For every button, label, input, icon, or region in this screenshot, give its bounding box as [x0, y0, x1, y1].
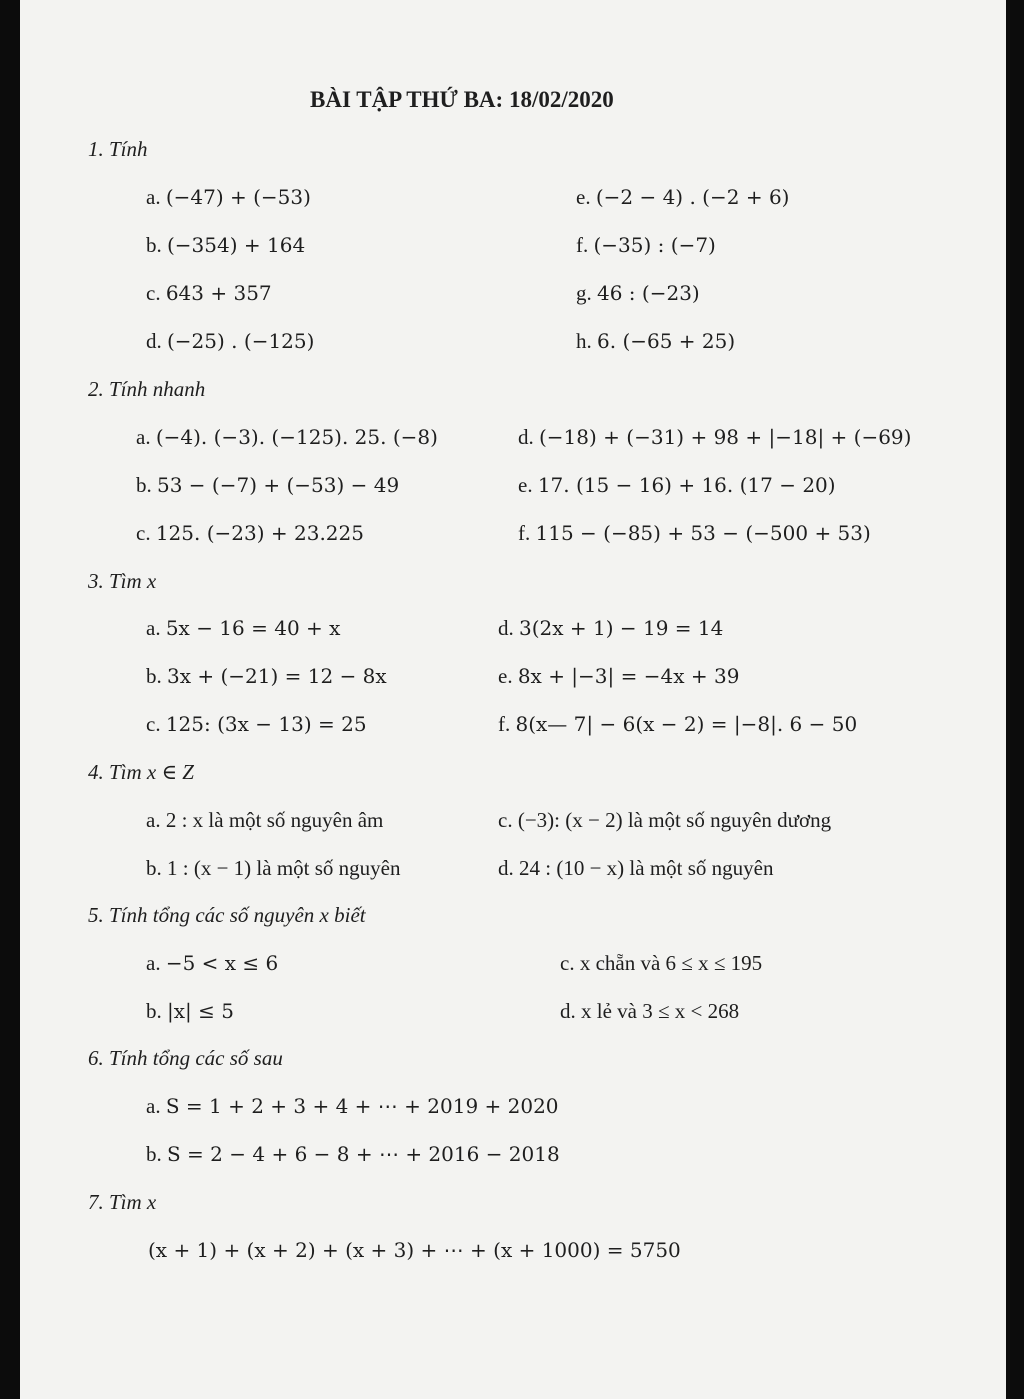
item-label: c. [146, 281, 161, 305]
item-label: a. [146, 616, 161, 640]
item-label: d. [560, 999, 576, 1023]
item-label: d. [498, 856, 514, 880]
item-expression: 53 − (−7) + (−53) − 49 [157, 473, 400, 497]
item-label: b. [146, 664, 162, 688]
page-title: BÀI TẬP THỨ BA: 18/02/2020 [310, 87, 614, 112]
section-4-heading: 4. Tìm x ∈ Z [88, 760, 194, 784]
item-expression: 1 : (x − 1) là một số nguyên [167, 856, 401, 880]
item-expression: 125: (3x − 13) = 25 [165, 712, 367, 736]
exercise-item [146, 855, 400, 881]
item-expression: 115 − (−85) + 53 − (−500 + 53) [535, 521, 871, 545]
exercise-item [146, 1093, 559, 1119]
item-expression: (−354) + 164 [167, 233, 306, 257]
exercise-item [146, 663, 387, 689]
item-expression: (−4). (−3). (−125). 25. (−8) [155, 425, 438, 449]
worksheet-page [20, 0, 1006, 1399]
exercise-item [146, 184, 311, 210]
item-expression: 6. (−65 + 25) [597, 329, 736, 353]
item-label: b. [146, 1142, 162, 1166]
exercise-item [498, 663, 739, 689]
exercise-item [136, 424, 438, 450]
section-6-heading: 6. Tính tổng các số sau [88, 1046, 283, 1070]
exercise-item [498, 615, 723, 641]
item-expression: S = 2 − 4 + 6 − 8 + ⋯ + 2016 − 2018 [167, 1142, 560, 1166]
item-expression: 643 + 357 [165, 281, 272, 305]
exercise-item [576, 184, 789, 210]
exercise-item [136, 472, 399, 498]
item-label: b. [136, 473, 152, 497]
item-label: c. [560, 951, 575, 975]
item-expression: 17. (15 − 16) + 16. (17 − 20) [537, 473, 836, 497]
item-expression: (−25) . (−125) [167, 329, 315, 353]
item-label: f. [498, 712, 511, 736]
exercise-item [576, 328, 735, 354]
item-expression: (x + 1) + (x + 2) + (x + 3) + ⋯ + (x + 1000) = 5750 [148, 1238, 681, 1262]
item-expression: 125. (−23) + 23.225 [155, 521, 364, 545]
exercise-item [146, 280, 272, 306]
item-expression: (−18) + (−31) + 98 + |−18| + (−69) [539, 425, 912, 449]
item-expression: |x| ≤ 5 [167, 999, 234, 1023]
exercise-item [146, 328, 314, 354]
exercise-item [518, 472, 836, 498]
exercise-item [146, 807, 383, 833]
item-label: c. [498, 808, 513, 832]
exercise-item [498, 855, 773, 881]
item-label: a. [146, 185, 161, 209]
item-label: a. [146, 1094, 161, 1118]
item-expression: −5 < x ≤ 6 [165, 951, 279, 975]
exercise-item [498, 807, 831, 833]
item-label: e. [518, 473, 533, 497]
item-expression: 3(2x + 1) − 19 = 14 [519, 616, 724, 640]
section-5-heading: 5. Tính tổng các số nguyên x biết [88, 903, 366, 927]
item-label: d. [498, 616, 514, 640]
item-label: c. [146, 712, 161, 736]
item-expression: 8(x— 7| − 6(x − 2) = |−8|. 6 − 50 [515, 712, 858, 736]
item-label: e. [498, 664, 513, 688]
item-label: b. [146, 999, 162, 1023]
item-expression: (−35) : (−7) [593, 233, 716, 257]
item-label: d. [146, 329, 162, 353]
item-label: d. [518, 425, 534, 449]
exercise-item [146, 615, 340, 641]
item-label: f. [576, 233, 589, 257]
item-label: a. [146, 808, 161, 832]
item-expression: 5x − 16 = 40 + x [165, 616, 341, 640]
exercise-item [146, 950, 278, 976]
item-expression: 8x + |−3| = −4x + 39 [517, 664, 740, 688]
item-expression: (−2 − 4) . (−2 + 6) [595, 185, 790, 209]
item-expression: S = 1 + 2 + 3 + 4 + ⋯ + 2019 + 2020 [165, 1094, 559, 1118]
section-2-heading: 2. Tính nhanh [88, 377, 206, 401]
section-7-heading: 7. Tìm x [88, 1190, 157, 1214]
exercise-item [576, 232, 716, 258]
item-expression: 46 : (−23) [597, 281, 700, 305]
item-label: h. [576, 329, 592, 353]
item-label: f. [518, 521, 531, 545]
exercise-item [560, 950, 762, 976]
item-expression: x chẵn và 6 ≤ x ≤ 195 [579, 951, 763, 975]
exercise-item [146, 998, 234, 1024]
item-label: c. [136, 521, 151, 545]
section-3-heading: 3. Tìm x [88, 569, 157, 593]
item-expression: 3x + (−21) = 12 − 8x [167, 664, 387, 688]
exercise-item [518, 520, 871, 546]
item-expression: 2 : x là một số nguyên âm [165, 808, 384, 832]
item-label: g. [576, 281, 592, 305]
exercise-item [498, 711, 857, 737]
exercise-item [146, 711, 367, 737]
item-expression: (−3): (x − 2) là một số nguyên dương [517, 808, 832, 832]
exercise-item [146, 1141, 560, 1167]
section-1-heading: 1. Tính [88, 137, 148, 161]
item-label: a. [146, 951, 161, 975]
item-label: b. [146, 856, 162, 880]
exercise-item [576, 280, 700, 306]
exercise-item [560, 998, 739, 1024]
item-label: b. [146, 233, 162, 257]
exercise-item [146, 232, 305, 258]
item-label: a. [136, 425, 151, 449]
item-expression: (−47) + (−53) [165, 185, 311, 209]
item-expression: x lẻ và 3 ≤ x < 268 [581, 999, 740, 1023]
item-label: e. [576, 185, 591, 209]
item-expression: 24 : (10 − x) là một số nguyên [519, 856, 774, 880]
exercise-item [518, 424, 911, 450]
exercise-item [148, 1237, 681, 1263]
exercise-item [136, 520, 364, 546]
